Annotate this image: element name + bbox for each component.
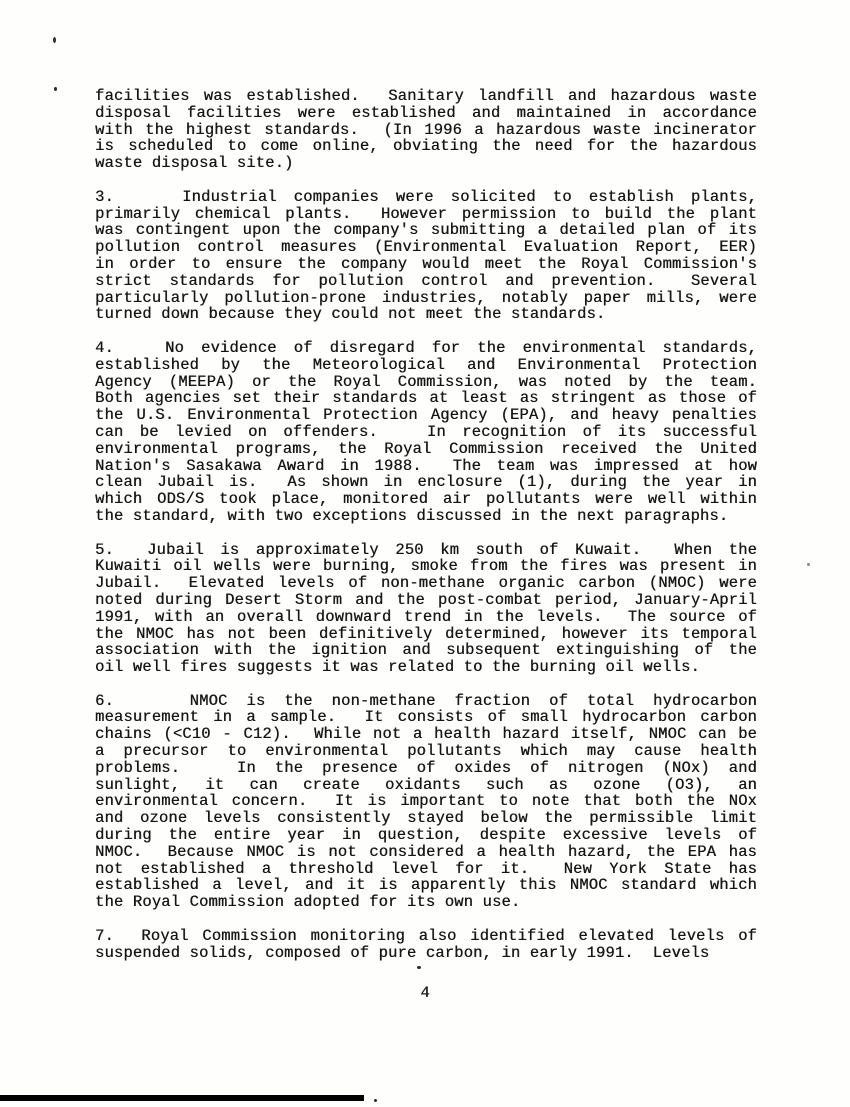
text-line: established by the Meteorological and Environmental Protection	[95, 355, 757, 374]
text-line: facilities was established. Sanitary landfill and hazardous waste	[95, 87, 757, 105]
text-line: disposal facilities were established and maintained in accordance	[95, 103, 757, 122]
text-line: 5. Jubail is approximately 250 km south of Kuwait. When the	[95, 540, 757, 559]
scan-artifact	[54, 87, 57, 91]
text-line: 1991, with an overall downward trend in the levels. The source of	[95, 607, 757, 626]
text-line: Both agencies set their standards at least as stringent as those of	[95, 389, 757, 408]
text-line: 6. NMOC is the non-methane fraction of total hydrocarbon	[95, 691, 757, 710]
text-line: can be levied on offenders. In recognition of its successful	[95, 422, 757, 441]
text-line: NMOC. Because NMOC is not considered a health hazard, the EPA has	[95, 842, 757, 861]
text-line: the standard, with two exceptions discussed in the next paragraphs.	[95, 506, 729, 525]
text-line: environmental concern. It is important to note that both the NOx	[95, 792, 757, 811]
text-line: turned down because they could not meet the standards.	[95, 305, 606, 324]
paragraph	[95, 88, 757, 172]
paragraph	[95, 693, 757, 911]
text-line: measurement in a sample. It consists of small hydrocarbon carbon	[95, 708, 757, 727]
text-line: chains (<C10 - C12). While not a health hazard itself, NMOC can be	[95, 725, 757, 744]
text-line: suspended solids, composed of pure carbon, in early 1991. Levels	[95, 943, 710, 962]
text-line: strict standards for pollution control and prevention. Several	[95, 271, 757, 290]
scan-artifact	[53, 37, 56, 43]
text-line: primarily chemical plants. However permission to build the plant	[95, 204, 757, 223]
text-line: a precursor to environmental pollutants which may cause health	[95, 742, 757, 761]
text-line: Agency (MEEPA) or the Royal Commission, was noted by the team.	[95, 372, 757, 391]
text-line: particularly pollution-prone industries, notably paper mills, were	[95, 288, 757, 307]
text-line: was contingent upon the company's submitting a detailed plan of its	[95, 221, 757, 240]
text-line: 7. Royal Commission monitoring also identified elevated levels of	[95, 926, 757, 945]
text-line: Jubail. Elevated levels of non-methane organic carbon (NMOC) were	[95, 574, 757, 593]
scan-artifact	[417, 966, 421, 969]
text-line: Kuwaiti oil wells were burning, smoke from the fires was present in	[95, 557, 757, 576]
scan-artifact	[807, 563, 810, 566]
text-line: and ozone levels consistently stayed below the permissible limit	[95, 809, 757, 828]
text-line: Nation's Sasakawa Award in 1988. The team was impressed at how	[95, 456, 757, 475]
text-line: established a level, and it is apparently this NMOC standard which	[95, 876, 757, 895]
text-line: the NMOC has not been definitively determined, however its temporal	[95, 624, 757, 643]
text-line: the Royal Commission adopted for its own use.	[95, 893, 521, 912]
paragraph	[95, 340, 757, 525]
page-number: 4	[420, 984, 430, 1002]
text-line: association with the ignition and subsequent extinguishing of the	[95, 641, 757, 660]
paragraph	[95, 928, 757, 962]
text-line: oil well fires suggests it was related to the burning oil wells.	[95, 658, 700, 677]
text-line: clean Jubail is. As shown in enclosure (1), during the year in	[95, 473, 757, 492]
text-line: with the highest standards. (In 1996 a hazardous waste incinerator	[95, 120, 757, 139]
text-line: problems. In the presence of oxides of nitrogen (NOx) and	[95, 758, 757, 777]
text-line: during the entire year in question, despite excessive levels of	[95, 826, 757, 845]
text-line: waste disposal site.)	[95, 154, 294, 173]
text-line: sunlight, it can create oxidants such as ozone (O3), an	[95, 775, 757, 794]
text-line: in order to ensure the company would meet the Royal Commission's	[95, 254, 757, 273]
text-line: the U.S. Environmental Protection Agency (EPA), and heavy penalties	[95, 406, 757, 425]
text-line: is scheduled to come online, obviating the need for the hazardous	[95, 137, 757, 156]
text-line: environmental programs, the Royal Commission received the United	[95, 439, 757, 458]
bottom-scan-rule	[0, 1095, 364, 1101]
paragraph	[95, 542, 757, 676]
text-line: not established a threshold level for it. New York State has	[95, 859, 757, 878]
text-line: noted during Desert Storm and the post-combat period, January-April	[95, 590, 757, 609]
paragraph	[95, 189, 757, 323]
text-line: which ODS/S took place, monitored air pollutants were well within	[95, 490, 757, 509]
text-line: 3. Industrial companies were solicited to establish plants,	[95, 187, 757, 206]
document-body	[95, 88, 757, 978]
text-line: 4. No evidence of disregard for the environmental standards,	[95, 338, 757, 357]
text-line: pollution control measures (Environmental Evaluation Report, EER)	[95, 238, 757, 257]
scan-artifact	[374, 1099, 377, 1102]
